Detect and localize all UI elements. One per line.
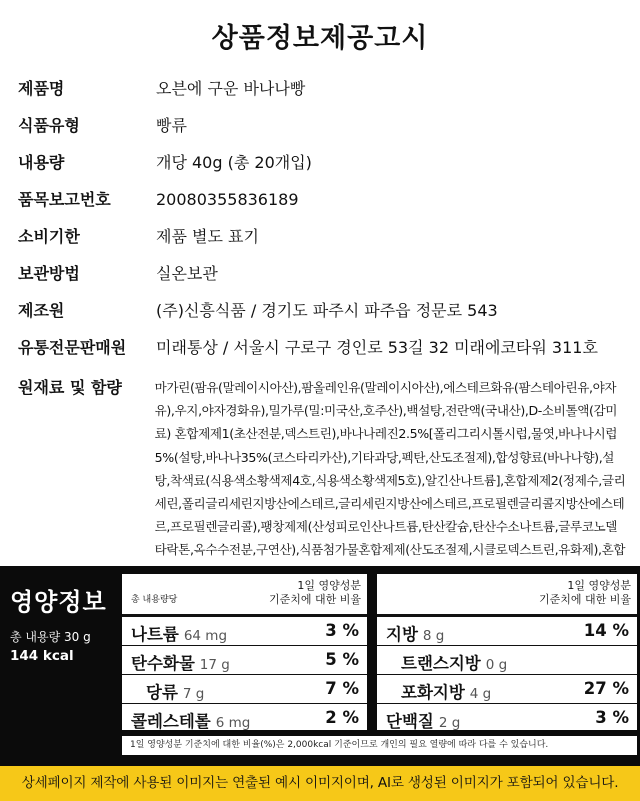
nutrient-label: 지방 (386, 625, 418, 644)
nutrient-name (401, 679, 491, 703)
panel-header-dv-line1: 1일 영양성분 (567, 579, 631, 592)
info-row-contents (18, 151, 628, 188)
info-label: 제조원 (18, 301, 65, 320)
nutrient-row-cholesterol (122, 704, 367, 732)
nutrient-amount: 7 g (182, 686, 205, 702)
info-label: 보관방법 (18, 264, 80, 283)
info-row-expiry (18, 225, 628, 262)
info-label: 유통전문판매원 (18, 338, 127, 357)
info-row-ingredients (18, 376, 628, 586)
nutrient-row-saturated-fat (377, 675, 637, 704)
ingredients-text (155, 376, 628, 586)
panel-header (377, 574, 637, 617)
info-value: (주)신흥식품 / 경기도 파주시 파주읍 정문로 543 (156, 301, 498, 320)
info-row-manufacturer (18, 299, 628, 336)
nutrient-name (131, 708, 250, 732)
nutrient-amount: 17 g (199, 657, 230, 673)
nutrient-amount: 64 mg (183, 628, 228, 644)
panel-header-dv (269, 579, 361, 607)
nutrient-name (401, 650, 507, 674)
nutrient-amount: 0 g (485, 657, 508, 673)
nutrient-amount: 2 g (438, 715, 461, 731)
nutrient-label: 콜레스테롤 (131, 712, 211, 731)
info-label: 제품명 (18, 79, 65, 98)
panel-header (122, 574, 367, 617)
nutrient-row-fat (377, 617, 637, 646)
info-label: 내용량 (18, 153, 65, 172)
panel-header-dv-line2: 기준치에 대한 비율 (268, 593, 361, 606)
nutrient-percent: 2 % (325, 708, 359, 727)
panel-header-dv (539, 579, 631, 607)
serving-size: 총 내용량 30 g (10, 630, 91, 644)
info-value: 제품 별도 표기 (156, 227, 259, 246)
nutrient-amount: 6 mg (215, 715, 251, 731)
product-info-table (18, 77, 628, 586)
nutrient-percent: 27 % (583, 679, 629, 698)
page-title: 상품정보제공고시 (211, 23, 429, 54)
info-value: 개당 40g (총 20개입) (156, 153, 312, 172)
nutrient-row-sodium (122, 617, 367, 646)
nutrition-footnote: 1일 영양성분 기준치에 대한 비율(%)은 2,000kcal 기준이므로 개인의 필요 열량에 따라 다를 수 있습니다. (122, 736, 637, 755)
calories: 144 kcal (10, 648, 74, 664)
nutrient-row-trans-fat (377, 646, 637, 675)
nutrient-percent: 14 % (583, 621, 629, 640)
ai-image-notice: 상세페이지 제작에 사용된 이미지는 연출된 예시 이미지이며, AI로 생성된 이미지가 포함되어 있습니다. (0, 766, 640, 801)
nutrient-name (386, 708, 460, 732)
panel-header-dv-line1: 1일 영양성분 (297, 579, 361, 592)
nutrient-amount: 8 g (422, 628, 445, 644)
nutrient-name (131, 621, 227, 645)
info-value: 20080355836189 (156, 190, 299, 209)
info-label: 식품유형 (18, 116, 80, 135)
nutrient-name (131, 650, 230, 674)
nutrient-percent: 3 % (595, 708, 629, 727)
panel-header-dv-line2: 기준치에 대한 비율 (538, 593, 631, 606)
nutrition-panel-right (377, 574, 637, 730)
nutrient-label: 당류 (146, 683, 178, 702)
nutrient-percent: 7 % (325, 679, 359, 698)
nutrition-facts (0, 566, 640, 766)
nutrient-amount: 4 g (469, 686, 492, 702)
nutrient-name (386, 621, 444, 645)
nutrient-label: 트랜스지방 (401, 654, 481, 673)
nutrient-label: 나트륨 (131, 625, 179, 644)
info-value: 실온보관 (156, 264, 218, 283)
nutrient-name (146, 679, 204, 703)
nutrient-label: 탄수화물 (131, 654, 195, 673)
info-label: 품목보고번호 (18, 190, 111, 209)
info-value: 미래통상 / 서울시 구로구 경인로 53길 32 미래에코타워 311호 (156, 338, 598, 357)
info-row-storage (18, 262, 628, 299)
info-row-distributor (18, 336, 628, 373)
info-value: 빵류 (156, 116, 187, 135)
nutrient-label: 단백질 (386, 712, 434, 731)
nutrient-label: 포화지방 (401, 683, 465, 702)
nutrition-panel-left (122, 574, 367, 730)
panel-header-total: 총 내용량당 (131, 595, 178, 605)
nutrient-row-sugars (122, 675, 367, 704)
info-row-report-number (18, 188, 628, 225)
nutrient-row-protein (377, 704, 637, 732)
ingredients-list: 마가린(팜유(말레이시아산),팜올레인유(말레이시아산),에스테르화유(팜스테아린유,야자유),우지,야자경화유),밀가루(밀:미국산,호주산),백설탕,전란액(국내산),D-소비톨액(감미료) 혼합제제1(초산전분,덱스트린),바나나레진2.5%[폴리그리시톨시럽,물엿,바나나시럽5%(설탕,바나나35%(코스타리카산),기타과당,펙탄,산도조절제),합성향료(바나나향),설탕,착색료(식용색소황색제4호,식용색소황색제5호),알긴산나트륨],혼합제제2(정제수,글리세린,폴리글리세린지방산에스테르,글리세린지방산에스테르,프로필렌글리콜지방산에스테르,프로필렌글리콜),팽창제제(산성피로인산나트륨,탄산칼슘,탄산수소나트륨,글루코노델타락톤,옥수수전분,구연산),식품첨가물혼합제제(산도조절제,시클로덱스트린,유화제),혼합 (154, 380, 626, 558)
info-label: 원재료 및 함량 (18, 378, 122, 397)
nutrient-percent: 5 % (325, 650, 359, 669)
info-label: 소비기한 (18, 227, 80, 246)
nutrient-row-carbohydrate (122, 646, 367, 675)
nutrient-percent: 3 % (325, 621, 359, 640)
info-row-food-type (18, 114, 628, 151)
info-row-product-name (18, 77, 628, 114)
info-value: 오븐에 구운 바나나빵 (156, 79, 306, 98)
nutrition-title: 영양정보 (10, 588, 107, 616)
